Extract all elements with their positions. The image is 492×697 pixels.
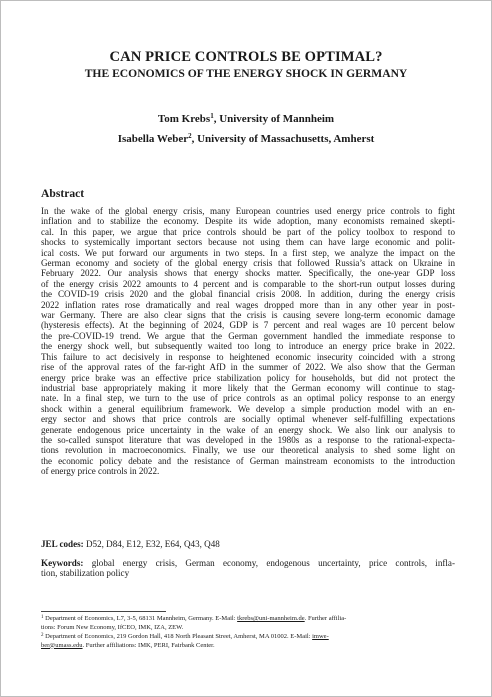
abstract-line: inflation and to stabilize the economy. Despite its wide adoption, many economists remained skepti- [41,216,455,227]
footnote-line [41,642,455,651]
footnote-divider [41,611,166,612]
abstract-line: cal. In this paper, we argue that price controls should be part of the policy toolbox to respond to [41,226,455,237]
abstract-line: generate endogenous price uncertainty in the wake of an energy shock. We also link our analysis to [41,424,455,435]
abstract-body [41,206,455,477]
paper-subtitle: THE ECONOMICS OF THE ENERGY SHOCK IN GERMANY [84,67,408,80]
footnote-1 [41,615,455,632]
keywords-line: tion, stabilization policy [41,568,130,579]
abstract-line: shocks to systemically important sectors because not using them can have large economic and polit- [41,237,455,248]
abstract-line: industrial base appropriately making it more likely that the German economy will continue to stag- [41,382,455,393]
keywords [41,558,455,579]
footnote-mark: 1 [41,615,44,620]
author-name: Tom Krebs [157,113,211,125]
abstract-line: of energy price controls in 2022. [41,466,160,477]
footnote-text: . Further affiliations: IMK, PERI, Fairbank Center. [82,641,215,649]
jel-value: D52, D84, E12, E32, E64, Q43, Q48 [83,539,220,549]
abstract-line: war Germany. There are also clear signs that the crisis is causing severe long-term economic damage [41,310,455,321]
author-line-1 [1,113,491,125]
abstract-line: ergy sector and shows that price controls are socially optimal whenever self-fulfilling expectations [41,414,455,425]
abstract-line: 2022 inflation rates rose dramatically and real wages dropped more than in any other year in post- [41,299,455,310]
email-link[interactable]: ber@umass.edu [41,641,83,649]
footnote-line: tions: Forum New Economy, IfCEO, IMK, IZA, ZEW. [41,623,184,631]
abstract-line: energy price brake was an effective price stabilization policy for households, but did not protect the [41,372,455,383]
jel-codes [41,539,455,549]
abstract-line: rise of the approval rates of the far-right AfD in the summer of 2022. We also show that the German [41,362,455,373]
footnote-line [41,633,455,642]
abstract-line: (hysteresis effects). At the beginning of 2024, GDP is 7 percent and real wages are 10 percent below [41,320,455,331]
abstract-line: nate. In a final step, we turn to the use of price controls as an optimal policy response to an energy [41,393,455,404]
footnote-text: . Further affilia- [304,615,347,622]
paper-title: CAN PRICE CONTROLS BE OPTIMAL? [109,49,383,65]
keywords-label: Keywords: [41,558,84,568]
abstract-line: the pre-COVID-19 trend. We argue that the German government handled the immediate response to [41,330,455,341]
abstract-line: the so-called sunspot literature that was developed in the 1980s as a response to the rational-expecta- [41,434,455,445]
abstract-line: the economic policy debate and the resistance of German mainstream economists to the introduction [41,455,455,466]
abstract-line: This failure to act decisively in response to heightened economic insecurity coincided with a strong [41,351,455,362]
abstract-line: ical costs. We put forward our arguments in two steps. In a first step, we analyze the impact on the [41,247,455,258]
footnote-line [41,615,455,624]
footnote-text: Department of Economics, 219 Gordon Hall, 418 North Pleasant Street, Amherst, MA 01002. E-Mail: [43,633,313,640]
author-line-2 [1,133,491,145]
abstract-line: shock within a general equilibrium framework. We develop a simple production model with an en- [41,403,455,414]
abstract-line: tions revolution in macroeconomics. Finally, we use our theoretical analysis to shed some light on [41,445,455,456]
abstract-line: the COVID-19 crisis 2020 and the global financial crisis 2008. In addition, during the energy crisis [41,289,455,300]
abstract-line: In the wake of the global energy crisis, many European countries used energy price controls to fight [41,206,455,216]
footnote-text: Department of Economics, L7, 3-5, 68131 Mannheim, Germany. E-Mail: [43,615,238,622]
abstract-heading: Abstract [41,187,85,200]
author-affiliation: , University of Mannheim [213,113,335,125]
keywords-line [41,558,455,568]
abstract-line: the energy shock well, but subsequently waited too long to introduce an energy price brake in 2022. [41,341,455,352]
abstract-line: of the energy crisis 2022 amounts to 4 percent and is comparable to the short-run output losses during [41,278,455,289]
abstract-line: February 2022. Our analysis shows that energy shocks matter. Specifically, the one-year GDP loss [41,268,455,279]
email-link[interactable]: tkrebs@uni-mannheim.de [237,615,305,622]
author-name: Isabella Weber [117,133,189,145]
email-link[interactable]: imwe- [312,633,329,640]
footnote-mark: 2 [188,132,192,140]
keywords-text: global energy crisis, German economy, endogenous uncertainty, price controls, infla- [83,558,455,568]
author-affiliation: , University of Massachusetts, Amherst [191,133,375,145]
footnote-mark: 2 [41,633,44,638]
footnote-mark: 1 [210,112,214,120]
footnote-2 [41,633,455,650]
jel-label: JEL codes: [41,539,84,549]
abstract-line: German economy and society of the global energy crisis that followed Russia’s attack on Ukraine in [41,258,455,269]
